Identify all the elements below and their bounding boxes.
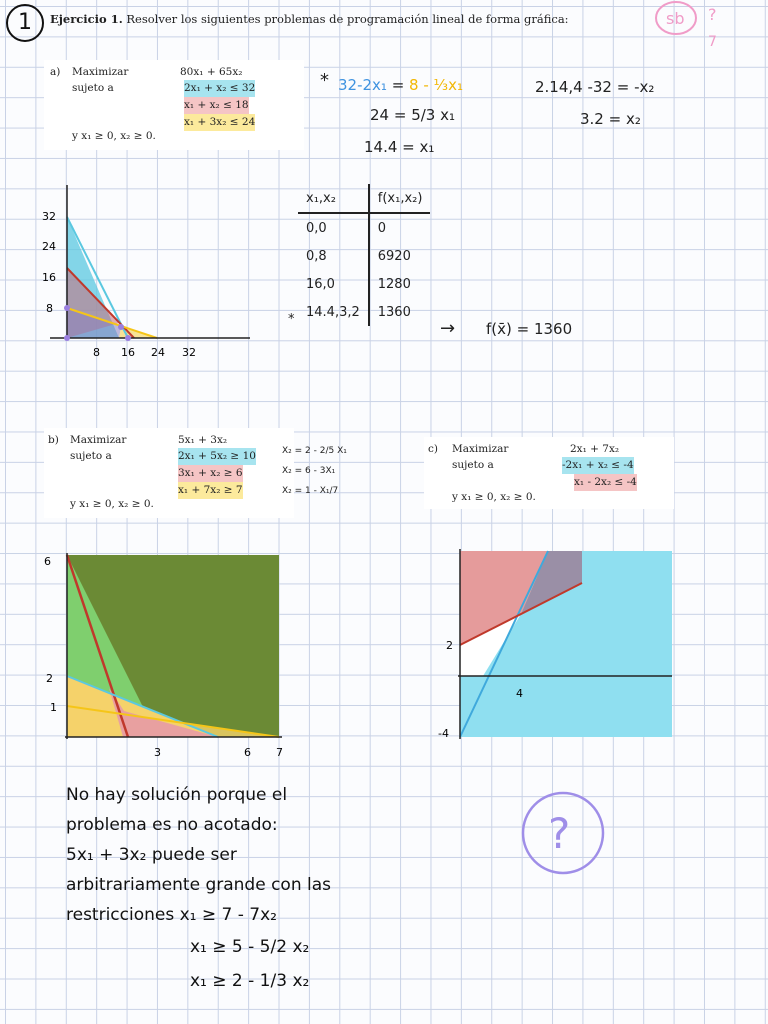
- conclusion-line: arbitrariamente grande con las: [66, 875, 331, 895]
- problem-c-verb: Maximizar: [452, 443, 509, 455]
- graph-b-xtick: 7: [276, 746, 283, 759]
- graph-b-xtick: 3: [154, 746, 161, 759]
- problem-b-note-2: X₂ = 6 - 3X₁: [282, 466, 336, 476]
- table-a-header: [298, 184, 430, 214]
- graph-a-xtick: 16: [121, 346, 135, 359]
- corner-badge: [650, 0, 730, 50]
- problem-a-nonneg: y x₁ ≥ 0, x₂ ≥ 0.: [72, 130, 156, 142]
- table-row: [298, 298, 430, 326]
- eq1-left: 32-2x₁: [338, 76, 387, 94]
- problem-a-constraint-3: x₁ + 3x₂ ≤ 24: [184, 114, 255, 131]
- exercise-title-bold: Ejercicio 1.: [50, 12, 123, 26]
- problem-b-subject: sujeto a: [70, 450, 112, 462]
- table-a-star: *: [288, 312, 295, 327]
- result-arrow: →: [440, 318, 456, 339]
- graph-c-xtick: 4: [516, 687, 523, 700]
- table-row: [298, 270, 430, 298]
- table-a-point: 0,0: [298, 214, 370, 242]
- eq1-mid: =: [386, 76, 410, 94]
- problem-b-nonneg: y x₁ ≥ 0, x₂ ≥ 0.: [70, 498, 154, 510]
- conclusion-line: No hay solución porque el: [66, 785, 288, 805]
- table-row: [298, 242, 430, 270]
- table-a-col-value: f(x₁,x₂): [370, 184, 431, 214]
- problem-c: [424, 437, 674, 509]
- graph-c: [430, 545, 680, 745]
- graph-a-xtick: 24: [151, 346, 165, 359]
- intersection-equation-2: 24 = 5/3 x₁: [370, 106, 455, 124]
- problem-a-constraint-2: x₁ + x₂ ≤ 18: [184, 97, 249, 114]
- table-a-col-point: x₁,x₂: [298, 184, 370, 214]
- table-a-point: 16,0: [298, 270, 370, 298]
- problem-a-constraint-1: 2x₁ + x₂ ≤ 32: [184, 80, 255, 97]
- problem-c-objective: 2x₁ + 7x₂: [570, 443, 620, 455]
- conclusion-line: 5x₁ + 3x₂ puede ser: [66, 845, 237, 865]
- problem-b-note-1: X₂ = 2 - 2/5 X₁: [282, 446, 347, 456]
- graph-b-ytick: 1: [50, 701, 57, 714]
- problem-c-subject: sujeto a: [452, 459, 494, 471]
- conclusion-line: restricciones x₁ ≥ 7 - 7x₂: [66, 905, 277, 925]
- graph-b-ytick: 2: [46, 672, 53, 685]
- graph-a-ytick: 32: [42, 210, 56, 223]
- graph-b-ytick: 6: [44, 555, 51, 568]
- eq1-right: 8 - ⅓x₁: [409, 76, 463, 94]
- conclusion: [66, 780, 331, 930]
- problem-b-constraint-1: 2x₁ + 5x₂ ≥ 10: [178, 448, 256, 465]
- table-a-value: 0: [377, 220, 387, 236]
- table-a-value: 6920: [377, 248, 411, 264]
- problem-b-objective: 5x₁ + 3x₂: [178, 434, 228, 446]
- star-mark: *: [320, 70, 329, 91]
- table-a-value: 1280: [377, 276, 411, 292]
- exercise-heading: [50, 12, 569, 26]
- conclusion-extra-2: x₁ ≥ 2 - 1/3 x₂: [190, 971, 310, 991]
- graph-a-vertex-origin: [64, 335, 70, 341]
- problem-b: [44, 428, 294, 518]
- problem-c-nonneg: y x₁ ≥ 0, x₂ ≥ 0.: [452, 491, 536, 503]
- graph-a-xtick: 8: [93, 346, 100, 359]
- intersection-equation-4: 2.14,4 -32 = -x₂: [535, 78, 655, 96]
- badge-mark-question: ?: [708, 5, 717, 24]
- graph-b: [30, 545, 300, 765]
- table-a-value: 1360: [377, 304, 411, 320]
- conclusion-extra-1: x₁ ≥ 5 - 5/2 x₂: [190, 937, 310, 957]
- intersection-equation-1: [338, 76, 463, 94]
- table-a: [298, 184, 430, 326]
- problem-a-subject: sujeto a: [72, 82, 114, 94]
- graph-c-ytick: 2: [446, 639, 453, 652]
- question-mark: ?: [548, 809, 571, 858]
- graph-b-xtick: 6: [244, 746, 251, 759]
- graph-a-ytick: 8: [46, 302, 53, 315]
- badge-mark-seven: 7: [708, 34, 717, 50]
- graph-a-vertex-opt: [118, 324, 124, 330]
- problem-a-verb: Maximizar: [72, 66, 129, 78]
- problem-c-label: c): [428, 443, 438, 455]
- badge-text: sb: [666, 9, 685, 28]
- exercise-number: 1: [6, 4, 44, 42]
- result-value: f(x̄) = 1360: [486, 320, 573, 338]
- problem-c-constraint-2: x₁ - 2x₂ ≤ -4: [574, 474, 637, 491]
- problem-b-verb: Maximizar: [70, 434, 127, 446]
- intersection-equation-5: 3.2 = x₂: [580, 110, 641, 128]
- table-row: [298, 214, 430, 242]
- problem-b-label: b): [48, 434, 59, 446]
- intersection-equation-3: 14.4 = x₁: [364, 138, 435, 156]
- problem-b-constraint-2: 3x₁ + x₂ ≥ 6: [178, 465, 243, 482]
- problem-a: [44, 60, 304, 150]
- problem-a-label: a): [50, 66, 61, 78]
- problem-b-note-3: X₂ = 1 - X₁/7: [282, 486, 339, 496]
- problem-c-constraint-1: -2x₁ + x₂ ≤ -4: [562, 457, 634, 474]
- question-circle: [518, 788, 608, 878]
- graph-a-ytick: 24: [42, 240, 56, 253]
- graph-a-vertex-0-8: [64, 305, 70, 311]
- graph-a: [30, 180, 270, 360]
- graph-a-ytick: 16: [42, 271, 56, 284]
- graph-c-ytick: -4: [438, 727, 449, 740]
- problem-b-constraint-3: x₁ + 7x₂ ≥ 7: [178, 482, 243, 499]
- conclusion-line: problema es no acotado:: [66, 815, 278, 835]
- graph-a-vertex-16-0: [125, 335, 131, 341]
- table-a-point: 14.4,3,2: [298, 298, 370, 326]
- graph-a-xtick: 32: [182, 346, 196, 359]
- table-a-point: 0,8: [298, 242, 370, 270]
- problem-a-objective: 80x₁ + 65x₂: [180, 66, 243, 78]
- exercise-title-text: Resolver los siguientes problemas de programación lineal de forma gráfica:: [126, 12, 569, 26]
